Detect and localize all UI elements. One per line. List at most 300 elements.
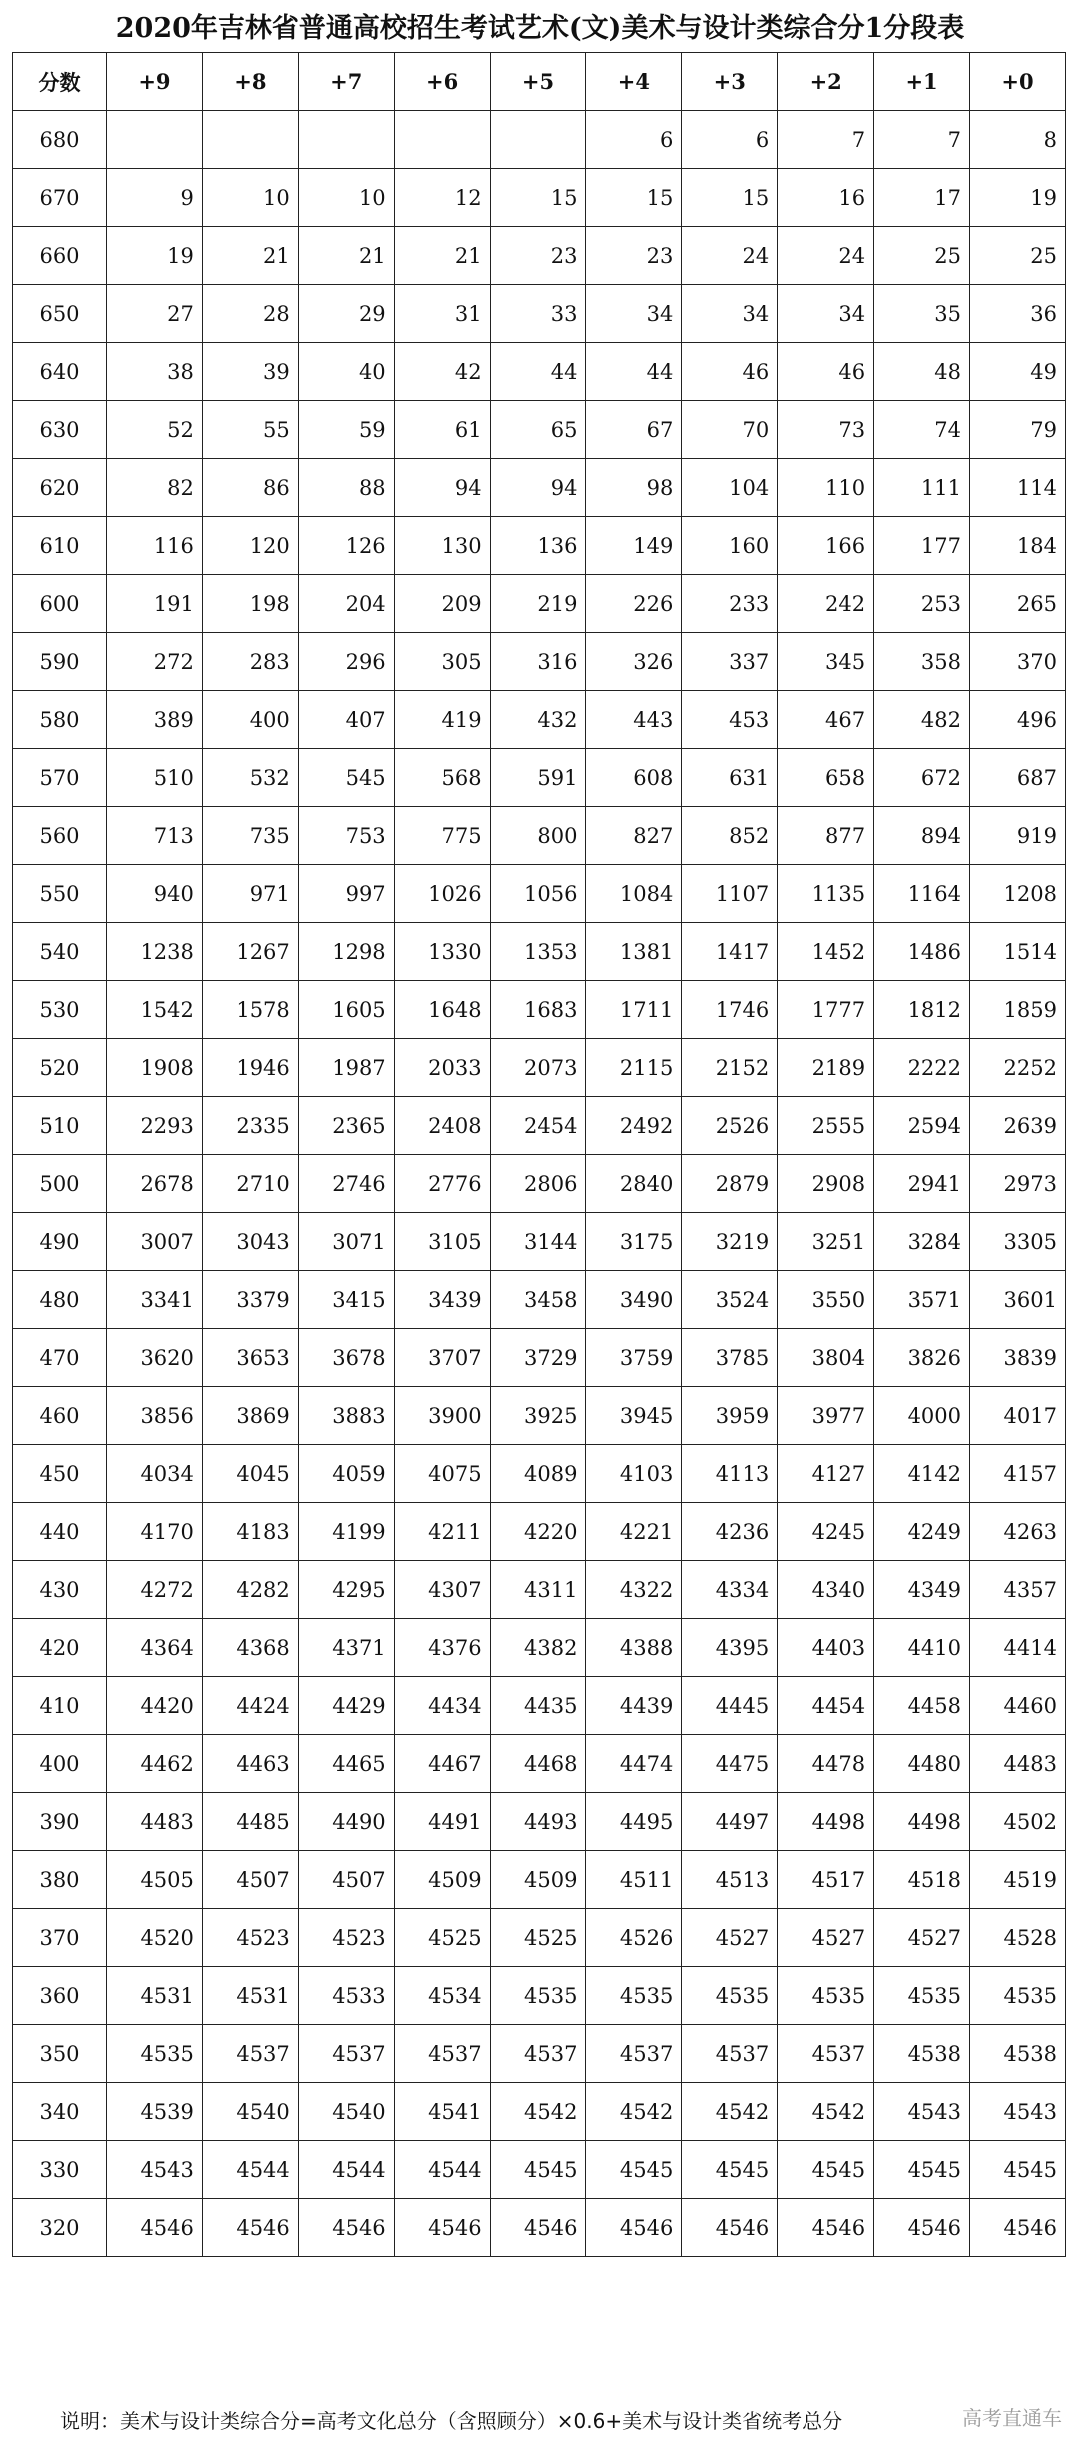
table-cell: 672 [874, 749, 970, 807]
row-score: 560 [13, 807, 107, 865]
row-score: 670 [13, 169, 107, 227]
table-cell: 191 [107, 575, 203, 633]
table-cell: 3219 [682, 1213, 778, 1271]
row-score: 600 [13, 575, 107, 633]
table-cell: 4434 [394, 1677, 490, 1735]
row-score: 350 [13, 2025, 107, 2083]
table-cell: 4462 [107, 1735, 203, 1793]
table-cell: 608 [586, 749, 682, 807]
table-cell: 4546 [202, 2199, 298, 2257]
row-score: 500 [13, 1155, 107, 1213]
table-cell: 1107 [682, 865, 778, 923]
table-cell: 2840 [586, 1155, 682, 1213]
table-cell: 4113 [682, 1445, 778, 1503]
table-cell: 735 [202, 807, 298, 865]
table-cell: 79 [970, 401, 1066, 459]
row-score: 610 [13, 517, 107, 575]
table-cell: 35 [874, 285, 970, 343]
table-cell: 532 [202, 749, 298, 807]
table-cell: 44 [490, 343, 586, 401]
table-cell: 70 [682, 401, 778, 459]
table-cell: 4537 [586, 2025, 682, 2083]
table-row [13, 1329, 1066, 1387]
table-cell: 2526 [682, 1097, 778, 1155]
table-cell: 4542 [490, 2083, 586, 2141]
table-cell: 4460 [970, 1677, 1066, 1735]
table-cell: 4540 [298, 2083, 394, 2141]
table-cell: 4483 [107, 1793, 203, 1851]
table-cell: 4388 [586, 1619, 682, 1677]
table-cell: 4531 [107, 1967, 203, 2025]
table-row [13, 343, 1066, 401]
table-cell: 19 [970, 169, 1066, 227]
table-cell: 46 [778, 343, 874, 401]
table-cell: 4221 [586, 1503, 682, 1561]
row-score: 580 [13, 691, 107, 749]
table-cell: 1777 [778, 981, 874, 1039]
table-cell: 4480 [874, 1735, 970, 1793]
table-cell: 4127 [778, 1445, 874, 1503]
table-cell: 4535 [970, 1967, 1066, 2025]
table-row [13, 1445, 1066, 1503]
table-cell: 2152 [682, 1039, 778, 1097]
table-cell: 4502 [970, 1793, 1066, 1851]
table-cell: 4454 [778, 1677, 874, 1735]
table-cell: 3883 [298, 1387, 394, 1445]
table-cell: 3043 [202, 1213, 298, 1271]
table-row [13, 517, 1066, 575]
column-header: +1 [874, 53, 970, 111]
table-cell: 4545 [682, 2141, 778, 2199]
table-cell: 204 [298, 575, 394, 633]
table-cell: 852 [682, 807, 778, 865]
table-cell: 4249 [874, 1503, 970, 1561]
table-cell: 4509 [490, 1851, 586, 1909]
table-cell: 86 [202, 459, 298, 517]
table-cell: 4490 [298, 1793, 394, 1851]
table-cell: 4528 [970, 1909, 1066, 1967]
score-distribution-table [12, 52, 1066, 2257]
row-score: 340 [13, 2083, 107, 2141]
table-row [13, 459, 1066, 517]
table-row [13, 1677, 1066, 1735]
table-cell: 1908 [107, 1039, 203, 1097]
table-cell: 39 [202, 343, 298, 401]
table-cell: 55 [202, 401, 298, 459]
table-cell: 2365 [298, 1097, 394, 1155]
table-cell: 15 [682, 169, 778, 227]
table-cell: 2710 [202, 1155, 298, 1213]
row-score: 440 [13, 1503, 107, 1561]
table-cell: 4403 [778, 1619, 874, 1677]
table-cell: 1946 [202, 1039, 298, 1097]
table-row [13, 865, 1066, 923]
row-score: 480 [13, 1271, 107, 1329]
table-cell: 997 [298, 865, 394, 923]
table-cell: 1084 [586, 865, 682, 923]
table-cell: 467 [778, 691, 874, 749]
table-cell: 7 [778, 111, 874, 169]
table-cell: 4545 [586, 2141, 682, 2199]
row-score: 370 [13, 1909, 107, 1967]
table-cell: 1267 [202, 923, 298, 981]
table-cell: 74 [874, 401, 970, 459]
table-cell: 52 [107, 401, 203, 459]
table-cell: 1452 [778, 923, 874, 981]
table-cell: 4537 [202, 2025, 298, 2083]
table-cell: 419 [394, 691, 490, 749]
table-cell: 4424 [202, 1677, 298, 1735]
table-cell: 407 [298, 691, 394, 749]
table-cell: 496 [970, 691, 1066, 749]
table-row [13, 633, 1066, 691]
table-cell: 1164 [874, 865, 970, 923]
table-row [13, 1213, 1066, 1271]
table-cell: 4282 [202, 1561, 298, 1619]
table-cell: 2454 [490, 1097, 586, 1155]
table-cell: 443 [586, 691, 682, 749]
table-row [13, 227, 1066, 285]
table-cell: 3105 [394, 1213, 490, 1271]
table-cell: 2908 [778, 1155, 874, 1213]
table-cell: 4544 [298, 2141, 394, 2199]
table-row [13, 1561, 1066, 1619]
row-score: 530 [13, 981, 107, 1039]
table-cell: 2594 [874, 1097, 970, 1155]
table-cell: 226 [586, 575, 682, 633]
table-cell: 1381 [586, 923, 682, 981]
table-cell: 827 [586, 807, 682, 865]
table-cell: 4545 [874, 2141, 970, 2199]
table-cell: 49 [970, 343, 1066, 401]
table-cell: 29 [298, 285, 394, 343]
table-cell: 4533 [298, 1967, 394, 2025]
table-cell: 111 [874, 459, 970, 517]
table-cell: 4537 [490, 2025, 586, 2083]
table-cell: 4382 [490, 1619, 586, 1677]
row-score: 380 [13, 1851, 107, 1909]
table-row [13, 923, 1066, 981]
table-cell: 46 [682, 343, 778, 401]
table-cell: 370 [970, 633, 1066, 691]
table-cell: 3900 [394, 1387, 490, 1445]
table-cell: 3707 [394, 1329, 490, 1387]
table-cell: 4523 [202, 1909, 298, 1967]
table-cell: 3945 [586, 1387, 682, 1445]
table-cell: 67 [586, 401, 682, 459]
table-cell: 4538 [874, 2025, 970, 2083]
table-cell: 4034 [107, 1445, 203, 1503]
table-row [13, 1097, 1066, 1155]
row-score: 460 [13, 1387, 107, 1445]
table-cell: 4513 [682, 1851, 778, 1909]
table-cell: 568 [394, 749, 490, 807]
table-cell: 4368 [202, 1619, 298, 1677]
table-cell: 3856 [107, 1387, 203, 1445]
table-cell [202, 111, 298, 169]
table-cell: 3007 [107, 1213, 203, 1271]
table-cell: 233 [682, 575, 778, 633]
table-cell: 2973 [970, 1155, 1066, 1213]
table-cell: 4495 [586, 1793, 682, 1851]
table-row [13, 285, 1066, 343]
table-row [13, 981, 1066, 1039]
table-cell [107, 111, 203, 169]
table-cell: 6 [682, 111, 778, 169]
column-header: +0 [970, 53, 1066, 111]
table-cell: 482 [874, 691, 970, 749]
table-cell: 2293 [107, 1097, 203, 1155]
table-cell: 1542 [107, 981, 203, 1039]
table-cell: 2776 [394, 1155, 490, 1213]
table-cell: 4414 [970, 1619, 1066, 1677]
column-header: +2 [778, 53, 874, 111]
table-cell: 1812 [874, 981, 970, 1039]
table-cell: 61 [394, 401, 490, 459]
table-cell: 4429 [298, 1677, 394, 1735]
row-score: 430 [13, 1561, 107, 1619]
table-cell: 242 [778, 575, 874, 633]
table-cell: 4523 [298, 1909, 394, 1967]
table-cell: 545 [298, 749, 394, 807]
table-cell: 4263 [970, 1503, 1066, 1561]
footnote: 说明：美术与设计类综合分=高考文化总分（含照顾分）×0.6+美术与设计类省统考总分 [60, 2409, 843, 2433]
table-cell [394, 111, 490, 169]
table-cell: 6 [586, 111, 682, 169]
table-cell: 4017 [970, 1387, 1066, 1445]
table-cell: 4445 [682, 1677, 778, 1735]
column-header: 分数 [13, 53, 107, 111]
table-cell: 219 [490, 575, 586, 633]
table-row [13, 1967, 1066, 2025]
row-score: 540 [13, 923, 107, 981]
table-cell: 34 [778, 285, 874, 343]
table-row [13, 2141, 1066, 2199]
table-cell: 4435 [490, 1677, 586, 1735]
table-cell: 116 [107, 517, 203, 575]
table-cell: 4543 [970, 2083, 1066, 2141]
table-cell: 1683 [490, 981, 586, 1039]
table-cell: 4537 [778, 2025, 874, 2083]
table-cell: 658 [778, 749, 874, 807]
table-cell [298, 111, 394, 169]
table-cell: 110 [778, 459, 874, 517]
table-cell: 1417 [682, 923, 778, 981]
table-cell: 432 [490, 691, 586, 749]
table-cell: 3251 [778, 1213, 874, 1271]
table-cell: 305 [394, 633, 490, 691]
table-cell: 4439 [586, 1677, 682, 1735]
table-cell: 4527 [778, 1909, 874, 1967]
table-cell: 24 [778, 227, 874, 285]
table-cell: 4527 [874, 1909, 970, 1967]
table-cell: 4507 [298, 1851, 394, 1909]
table-cell: 4541 [394, 2083, 490, 2141]
table-cell: 4537 [394, 2025, 490, 2083]
table-cell: 453 [682, 691, 778, 749]
column-header: +7 [298, 53, 394, 111]
table-cell: 4527 [682, 1909, 778, 1967]
table-cell: 4463 [202, 1735, 298, 1793]
table-cell: 4103 [586, 1445, 682, 1503]
table-cell: 4535 [682, 1967, 778, 2025]
table-cell: 4546 [394, 2199, 490, 2257]
table-cell: 28 [202, 285, 298, 343]
row-score: 400 [13, 1735, 107, 1793]
table-cell: 1026 [394, 865, 490, 923]
table-cell: 4535 [490, 1967, 586, 2025]
table-cell: 1578 [202, 981, 298, 1039]
table-cell: 1648 [394, 981, 490, 1039]
table-cell: 44 [586, 343, 682, 401]
table-cell: 3571 [874, 1271, 970, 1329]
table-cell: 130 [394, 517, 490, 575]
table-row [13, 1271, 1066, 1329]
table-cell: 59 [298, 401, 394, 459]
table-cell: 149 [586, 517, 682, 575]
table-cell: 2115 [586, 1039, 682, 1097]
table-cell: 3601 [970, 1271, 1066, 1329]
table-cell: 4505 [107, 1851, 203, 1909]
table-cell: 4535 [107, 2025, 203, 2083]
table-cell: 4478 [778, 1735, 874, 1793]
row-score: 470 [13, 1329, 107, 1387]
table-cell: 73 [778, 401, 874, 459]
table-cell: 4545 [490, 2141, 586, 2199]
table-cell: 2678 [107, 1155, 203, 1213]
table-cell: 265 [970, 575, 1066, 633]
table-cell: 4364 [107, 1619, 203, 1677]
table-cell: 15 [490, 169, 586, 227]
table-cell: 88 [298, 459, 394, 517]
table-cell: 253 [874, 575, 970, 633]
table-cell: 3415 [298, 1271, 394, 1329]
table-cell: 136 [490, 517, 586, 575]
table-cell: 4539 [107, 2083, 203, 2141]
table-cell: 2806 [490, 1155, 586, 1213]
table-cell: 21 [298, 227, 394, 285]
table-cell: 591 [490, 749, 586, 807]
table-cell: 3653 [202, 1329, 298, 1387]
row-score: 520 [13, 1039, 107, 1097]
table-cell: 4474 [586, 1735, 682, 1793]
table-cell: 4535 [874, 1967, 970, 2025]
table-cell: 9 [107, 169, 203, 227]
table-cell: 4538 [970, 2025, 1066, 2083]
table-cell: 33 [490, 285, 586, 343]
table-cell: 919 [970, 807, 1066, 865]
column-header: +3 [682, 53, 778, 111]
table-cell: 4467 [394, 1735, 490, 1793]
table-cell: 2335 [202, 1097, 298, 1155]
table-cell: 21 [394, 227, 490, 285]
table-cell: 4546 [682, 2199, 778, 2257]
table-cell: 1746 [682, 981, 778, 1039]
table-cell: 4157 [970, 1445, 1066, 1503]
table-cell: 1353 [490, 923, 586, 981]
row-score: 590 [13, 633, 107, 691]
table-cell: 4340 [778, 1561, 874, 1619]
table-row [13, 1851, 1066, 1909]
table-cell: 687 [970, 749, 1066, 807]
column-header: +6 [394, 53, 490, 111]
table-row [13, 807, 1066, 865]
table-cell: 4493 [490, 1793, 586, 1851]
table-header-row [13, 53, 1066, 111]
table-cell: 1135 [778, 865, 874, 923]
table-row [13, 575, 1066, 633]
table-cell: 4525 [394, 1909, 490, 1967]
table-cell: 4534 [394, 1967, 490, 2025]
table-cell: 4483 [970, 1735, 1066, 1793]
table-row [13, 749, 1066, 807]
table-cell: 3550 [778, 1271, 874, 1329]
table-cell: 1208 [970, 865, 1066, 923]
table-cell: 877 [778, 807, 874, 865]
table-cell: 3620 [107, 1329, 203, 1387]
table-cell: 10 [202, 169, 298, 227]
table-cell: 296 [298, 633, 394, 691]
column-header: +8 [202, 53, 298, 111]
table-row [13, 401, 1066, 459]
table-cell: 4544 [394, 2141, 490, 2199]
table-cell: 36 [970, 285, 1066, 343]
table-cell: 4542 [682, 2083, 778, 2141]
table-cell: 4546 [490, 2199, 586, 2257]
table-cell: 2492 [586, 1097, 682, 1155]
table-cell: 4183 [202, 1503, 298, 1561]
table-cell: 12 [394, 169, 490, 227]
table-cell: 4334 [682, 1561, 778, 1619]
table-cell: 166 [778, 517, 874, 575]
table-cell: 42 [394, 343, 490, 401]
table-cell: 15 [586, 169, 682, 227]
table-cell: 2941 [874, 1155, 970, 1213]
row-score: 420 [13, 1619, 107, 1677]
table-cell: 2222 [874, 1039, 970, 1097]
table-cell: 358 [874, 633, 970, 691]
table-row [13, 1155, 1066, 1213]
table-cell: 4546 [778, 2199, 874, 2257]
table-cell: 510 [107, 749, 203, 807]
table-cell: 345 [778, 633, 874, 691]
table-row [13, 2083, 1066, 2141]
table-cell: 3175 [586, 1213, 682, 1271]
table-cell: 4349 [874, 1561, 970, 1619]
table-cell: 1238 [107, 923, 203, 981]
table-cell: 894 [874, 807, 970, 865]
table-cell: 38 [107, 343, 203, 401]
row-score: 630 [13, 401, 107, 459]
table-cell: 19 [107, 227, 203, 285]
table-cell: 3869 [202, 1387, 298, 1445]
table-cell: 23 [586, 227, 682, 285]
table-cell: 3839 [970, 1329, 1066, 1387]
row-score: 620 [13, 459, 107, 517]
table-row [13, 1735, 1066, 1793]
table-cell: 2408 [394, 1097, 490, 1155]
table-cell: 713 [107, 807, 203, 865]
table-cell: 2879 [682, 1155, 778, 1213]
table-cell: 4542 [586, 2083, 682, 2141]
table-cell: 326 [586, 633, 682, 691]
table-cell: 4525 [490, 1909, 586, 1967]
table-cell: 1605 [298, 981, 394, 1039]
table-cell: 94 [490, 459, 586, 517]
row-score: 640 [13, 343, 107, 401]
table-cell: 3785 [682, 1329, 778, 1387]
table-cell: 753 [298, 807, 394, 865]
